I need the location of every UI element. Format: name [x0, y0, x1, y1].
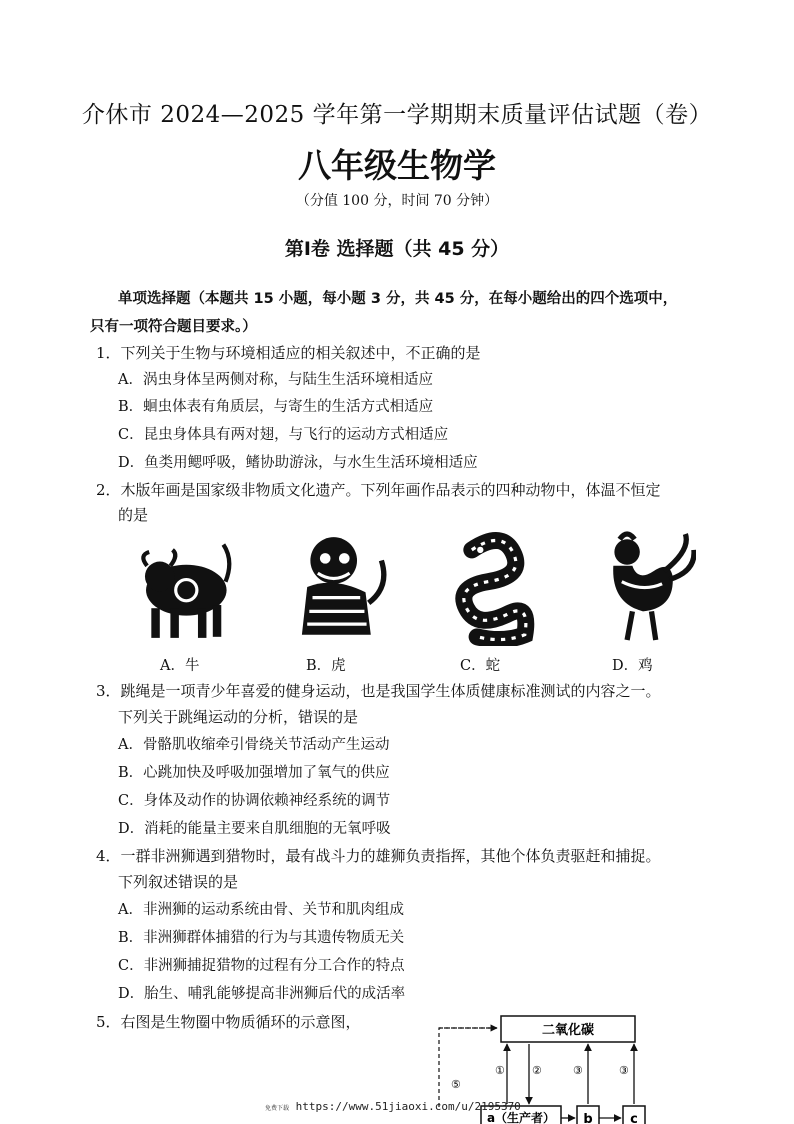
- question-4-option-c: C．非洲狮捕捉猎物的过程有分工合作的特点: [118, 958, 405, 974]
- animal-label-d: D．鸡: [612, 658, 653, 674]
- question-1-option-a: A．涡虫身体呈两侧对称，与陆生生活环境相适应: [118, 372, 433, 388]
- question-3-option-a: A．骨骼肌收缩牵引骨绕关节活动产生运动: [118, 737, 390, 753]
- question-3-stem-cont: 下列关于跳绳运动的分析，错误的是: [118, 708, 359, 726]
- question-4-stem: 4．一群非洲狮遇到猎物时，最有战斗力的雄狮负责指挥，其他个体负责驱赶和捕捉。: [96, 847, 661, 865]
- question-1-option-d: D．鱼类用鳃呼吸，鳍协助游泳，与水生生活环境相适应: [118, 455, 478, 471]
- exam-title: 介休市 2024—2025 学年第一学期期末质量评估试题（卷）: [81, 102, 713, 128]
- question-5-stem: 5．右图是生物圈中物质循环的示意图，: [96, 1013, 361, 1031]
- question-2-stem: 2．木版年画是国家级非物质文化遗产。下列年画作品表示的四种动物中，体温不恒定: [96, 481, 661, 499]
- watermark-footer: [265, 1100, 521, 1113]
- instructions-line2: 只有一项符合题目要求。）: [90, 319, 257, 335]
- rooster-woodcut-image: [590, 528, 696, 646]
- consumer-c-label: c: [630, 1112, 638, 1124]
- question-4-stem-cont: 下列叙述错误的是: [118, 873, 239, 891]
- exam-meta: （分值 100 分，时间 70 分钟）: [295, 193, 499, 209]
- tiger-woodcut-image: [286, 528, 392, 646]
- section-title: 第Ⅰ卷 选择题（共 45 分）: [284, 238, 510, 260]
- question-4-option-b: B．非洲狮群体捕猎的行为与其遗传物质无关: [118, 930, 405, 946]
- question-1-option-b: B．蛔虫体表有角质层，与寄生的生活方式相适应: [118, 399, 434, 415]
- question-4-option-d: D．胎生、哺乳能够提高非洲狮后代的成活率: [118, 986, 406, 1002]
- animal-label-a: A．牛: [160, 658, 200, 674]
- question-3-option-c: C．身体及动作的协调依赖神经系统的调节: [118, 793, 391, 809]
- question-1-option-c: C．昆虫身体具有两对翅，与飞行的运动方式相适应: [118, 427, 449, 443]
- co2-label: 二氧化碳: [541, 1023, 595, 1038]
- question-2-stem-cont: 的是: [118, 506, 149, 524]
- question-4-option-a: A．非洲狮的运动系统由骨、关节和肌肉组成: [118, 902, 404, 918]
- footer-brand: 免费下载: [265, 1105, 290, 1112]
- footer-url[interactable]: https://www.51jiaoxi.com/u/2195370: [295, 1100, 521, 1113]
- animal-label-b: B．虎: [306, 658, 346, 674]
- question-3-option-b: B．心跳加快及呼吸加强增加了氧气的供应: [118, 765, 390, 781]
- snake-woodcut-image: [440, 528, 546, 646]
- instructions-line1: 单项选择题（本题共 15 小题，每小题 3 分，共 45 分，在每小题给出的四个选项中，: [118, 291, 678, 307]
- question-3-option-d: D．消耗的能量主要来自肌细胞的无氧呼吸: [118, 821, 391, 837]
- arrow-label-3b: ③: [619, 1064, 629, 1077]
- arrow-label-3a: ③: [573, 1064, 583, 1077]
- question-1-stem: 1．下列关于生物与环境相适应的相关叙述中，不正确的是: [96, 344, 481, 362]
- arrow-label-2: ②: [532, 1064, 542, 1077]
- subject-title: 八年级生物学: [298, 146, 496, 185]
- arrow-label-1: ①: [495, 1064, 505, 1077]
- consumer-b-label: b: [583, 1112, 593, 1124]
- ox-woodcut-image: [128, 528, 234, 646]
- question-3-stem: 3．跳绳是一项青少年喜爱的健身运动，也是我国学生体质健康标准测试的内容之一。: [96, 682, 661, 700]
- arrow-label-5: ⑤: [451, 1078, 461, 1091]
- producer-label: a（生产者）: [486, 1111, 556, 1124]
- animal-label-c: C．蛇: [460, 658, 501, 674]
